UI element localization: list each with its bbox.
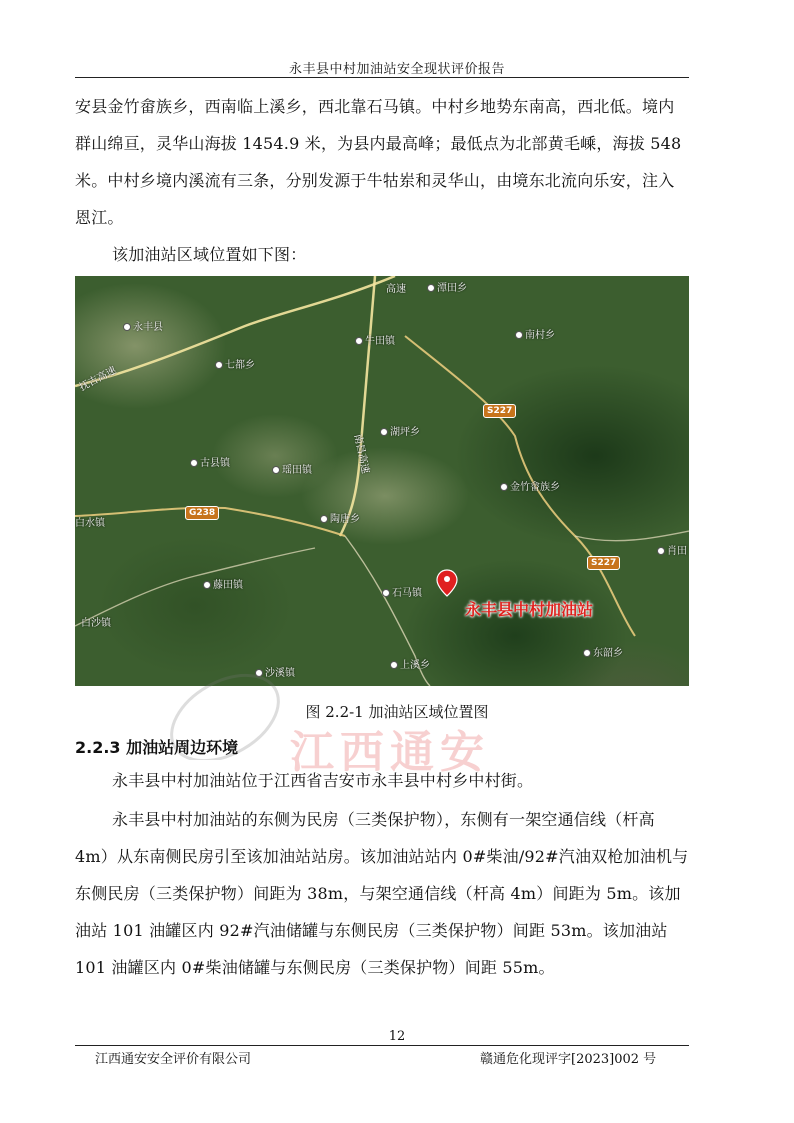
town-dot-icon: [657, 547, 665, 555]
footer-rule: [75, 1045, 689, 1046]
town-dot-icon: [382, 589, 390, 597]
header-rule: [75, 77, 689, 78]
place-huping: 湖坪乡: [380, 423, 420, 438]
town-dot-icon: [390, 661, 398, 669]
footer-doc-code: 赣通危化现评字[2023]002 号: [480, 1052, 657, 1067]
figure-caption: 图 2.2-1 加油站区域位置图: [305, 703, 489, 721]
place-shaxi: 沙溪镇: [255, 664, 295, 679]
place-niutian: 牛田镇: [355, 332, 395, 347]
header-title: 永丰县中村加油站安全现状评价报告: [288, 62, 505, 77]
town-dot-icon: [515, 331, 523, 339]
town-dot-icon: [427, 284, 435, 292]
place-baisha: 白沙镇: [81, 618, 111, 629]
place-dongshao: 东韶乡: [583, 644, 623, 659]
place-baishui: 白水镇: [75, 518, 105, 529]
paragraph-surroundings: 永丰县中村加油站的东侧为民房（三类保护物），东侧有一架空通信线（杆高 4m）从东南侧民房引至该加油站站房。该加油站站内 0#柴油/92#汽油双枪加油机与东侧民房（三类保护物）间距为 38m，与架空通信线（杆高 4m）间距为 5m。该加油站 101 油罐区内 92#汽油储罐与东侧民房（三类保护物）间距 53m。该加油站 101 油罐区内 0#柴油储罐与东侧民房（三类保护物）间距 55m。: [75, 810, 689, 977]
footer-company: 江西通安安全评价有限公司: [95, 1052, 252, 1067]
road-local-east: [575, 531, 689, 541]
town-dot-icon: [272, 466, 280, 474]
section-heading: 2.2.3 加油站周边环境: [75, 738, 239, 757]
place-shima: 石马镇: [382, 584, 422, 599]
place-qidu: 七都乡: [215, 356, 255, 371]
location-map: [75, 276, 689, 686]
paragraph-terrain: 安县金竹畲族乡，西南临上溪乡，西北靠石马镇。中村乡地势东南高，西北低。境内群山绵亘，灵华山海拔 1454.9 米，为县内最高峰；最低点为北部黄毛嵊，海拔 548 米。中村乡境内溪流有三条，分别发源于牛牯岽和灵华山，由境东北流向乐安，注入恩江。: [75, 97, 682, 227]
place-tantian: 潭田乡: [427, 279, 467, 294]
highway-nanchang: [340, 276, 375, 536]
road-shield-g238: G238: [185, 506, 219, 520]
town-dot-icon: [355, 337, 363, 345]
place-shangxi: 上溪乡: [390, 656, 430, 671]
station-label: 永丰县中村加油站: [465, 600, 594, 619]
place-xiaotian: 肖田: [657, 542, 687, 557]
road-shield-s227-lower: S227: [587, 556, 620, 570]
place-taotang: 陶唐乡: [320, 510, 360, 525]
road-label-nanchang-highway: 南昌高速: [351, 433, 371, 475]
watermark-text: 江西通安: [290, 727, 490, 778]
town-dot-icon: [320, 515, 328, 523]
town-dot-icon: [123, 323, 131, 331]
place-tengtian: 藤田镇: [203, 576, 243, 591]
paragraph-map-intro: 该加油站区域位置如下图：: [112, 245, 307, 264]
page-number: 12: [388, 1029, 406, 1044]
place-jinzhu: 金竹畲族乡: [500, 478, 560, 493]
town-dot-icon: [215, 361, 223, 369]
town-dot-icon: [203, 581, 211, 589]
road-label-fuji-highway: 抚吉高速: [77, 365, 119, 394]
place-guxian: 古县镇: [190, 454, 230, 469]
town-dot-icon: [500, 483, 508, 491]
place-yongfeng: 永丰县: [123, 318, 163, 333]
town-dot-icon: [380, 428, 388, 436]
place-yaotian: 瑶田镇: [272, 461, 312, 476]
town-dot-icon: [190, 459, 198, 467]
place-nancun: 南村乡: [515, 326, 555, 341]
paragraph-location: 永丰县中村加油站位于江西省吉安市永丰县中村乡中村街。: [112, 771, 534, 790]
road-label-top-highway: 高速: [386, 284, 406, 295]
road-shield-s227-upper: S227: [483, 404, 516, 418]
location-pin-icon: [437, 570, 457, 596]
road-local-west: [75, 548, 315, 626]
town-dot-icon: [583, 649, 591, 657]
